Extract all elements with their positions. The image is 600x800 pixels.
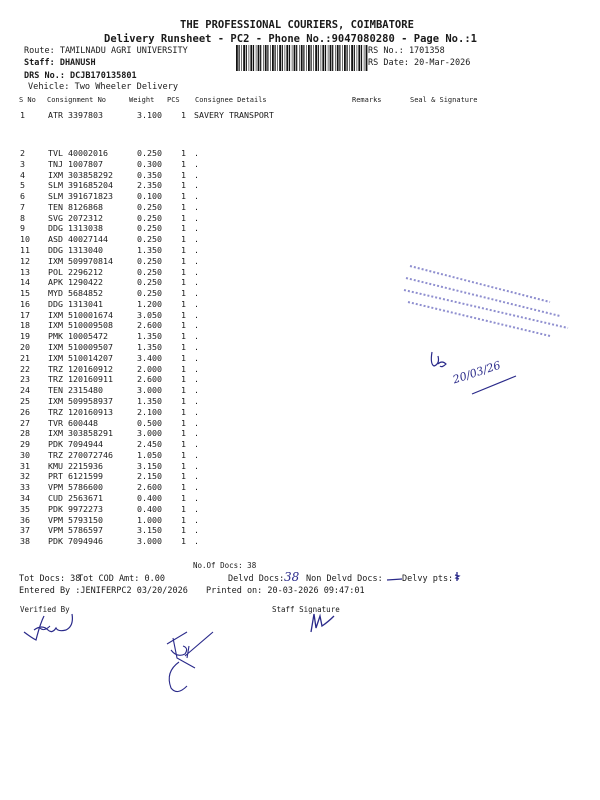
consignee-cell: . xyxy=(194,395,199,406)
consignment-cell: SLM 391685204 xyxy=(48,180,113,191)
pcs-cell: 1 xyxy=(181,212,186,223)
consignment-cell: CUD 2563671 xyxy=(48,492,103,503)
consignment-cell: IXM 510001674 xyxy=(48,309,113,320)
consignment-cell: TRZ 120160912 xyxy=(48,363,113,374)
consignee-cell: . xyxy=(194,277,199,288)
consignee-cell: . xyxy=(194,148,199,158)
weight-cell: 2.000 xyxy=(137,363,162,374)
pcs-cell: 1 xyxy=(181,266,186,277)
barcode-bar xyxy=(296,45,297,71)
barcode-bar xyxy=(249,45,250,71)
barcode-bar xyxy=(306,45,307,71)
drs-number: DRS No.: DCJB170135801 xyxy=(24,71,137,81)
sno-cell: 38 xyxy=(20,536,30,547)
consignee-cell: . xyxy=(194,352,199,363)
sno-cell: 17 xyxy=(20,309,30,320)
sno-cell: 3 xyxy=(20,158,25,169)
date-underline-icon xyxy=(470,374,520,396)
barcode-bar xyxy=(267,45,268,71)
barcode-bar xyxy=(322,45,324,71)
consignee-cell: . xyxy=(194,482,199,493)
sno-cell: 35 xyxy=(20,503,30,514)
pcs-cell: 1 xyxy=(181,201,186,212)
consignee-cell: . xyxy=(194,406,199,417)
pcs-cell: 1 xyxy=(181,245,186,256)
barcode-bar xyxy=(250,45,252,71)
consignment-cell: TEN 2315480 xyxy=(48,385,103,396)
consignment-cell: TRZ 270072746 xyxy=(48,449,113,460)
weight-cell: 0.250 xyxy=(137,288,162,299)
sno-cell: 4 xyxy=(20,169,25,180)
sno-cell: 28 xyxy=(20,428,30,439)
barcode-bar xyxy=(349,45,350,71)
consignee-cell: . xyxy=(194,169,199,180)
consignee-cell: . xyxy=(194,234,199,245)
pcs-cell: 1 xyxy=(181,536,186,547)
pcs-cell: 1 xyxy=(181,374,186,385)
sno-cell: 2 xyxy=(20,148,25,158)
weight-cell: 0.100 xyxy=(137,191,162,202)
pcs-cell: 1 xyxy=(181,191,186,202)
barcode-bar xyxy=(328,45,329,71)
barcode-bar xyxy=(285,45,286,71)
weight-cell: 1.350 xyxy=(137,395,162,406)
weight-cell: 2.100 xyxy=(137,406,162,417)
consignee-cell: . xyxy=(194,514,199,525)
weight-cell: 3.000 xyxy=(137,385,162,396)
consignment-cell: ATR 3397803 xyxy=(48,110,103,120)
barcode-bar xyxy=(332,45,333,71)
weight-cell: 1.350 xyxy=(137,245,162,256)
consignment-cell: KMU 2215936 xyxy=(48,460,103,471)
barcode-bar xyxy=(279,45,281,71)
delvd-docs-label: Delvd Docs: xyxy=(228,574,285,584)
barcode-bar xyxy=(344,45,346,71)
barcode-bar xyxy=(330,45,332,71)
consignee-cell: . xyxy=(194,288,199,299)
col-sno: S No xyxy=(19,96,36,104)
sno-cell: 13 xyxy=(20,266,30,277)
pen-mark xyxy=(454,572,460,582)
barcode-bar xyxy=(347,45,348,71)
consignment-cell: APK 1290422 xyxy=(48,277,103,288)
weight-cell: 3.100 xyxy=(137,110,162,120)
weight-cell: 2.350 xyxy=(137,180,162,191)
consignment-cell: IXM 510009507 xyxy=(48,342,113,353)
sno-cell: 15 xyxy=(20,288,30,299)
staff-signature-label: Staff Signature xyxy=(272,605,340,614)
sno-cell: 24 xyxy=(20,385,30,396)
barcode-bar xyxy=(246,45,247,71)
weight-cell: 0.250 xyxy=(137,201,162,212)
barcode-bar xyxy=(361,45,362,71)
pcs-cell: 1 xyxy=(181,385,186,396)
sno-cell: 7 xyxy=(20,201,25,212)
consignee-cell: . xyxy=(194,320,199,331)
pcs-cell: 1 xyxy=(181,234,186,245)
weight-cell: 3.400 xyxy=(137,352,162,363)
barcode-bar xyxy=(299,45,300,71)
consignment-cell: IXM 303858292 xyxy=(48,169,113,180)
rs-number: RS No.: 1701358 xyxy=(368,46,445,56)
consignment-cell: VPM 5786600 xyxy=(48,482,103,493)
col-consignment: Consignment No xyxy=(47,96,107,104)
weight-cell: 1.350 xyxy=(137,342,162,353)
vehicle-text: Vehicle: Two Wheeler Delivery xyxy=(28,82,179,92)
barcode-bar xyxy=(315,45,317,71)
barcode-bar xyxy=(335,45,336,71)
sno-cell: 20 xyxy=(20,342,30,353)
barcode-bar xyxy=(337,45,339,71)
weight-cell: 0.250 xyxy=(137,266,162,277)
pcs-cell: 1 xyxy=(181,148,186,158)
barcode-bar xyxy=(263,45,264,71)
sno-cell: 1 xyxy=(20,110,25,120)
no-of-docs: No.Of Docs: 38 xyxy=(193,561,257,570)
weight-cell: 0.250 xyxy=(137,148,162,158)
weight-cell: 0.250 xyxy=(137,212,162,223)
consignment-cell: IXM 510009508 xyxy=(48,320,113,331)
sno-cell: 19 xyxy=(20,331,30,342)
barcode-bar xyxy=(364,45,365,71)
consignment-cell: PRT 6121599 xyxy=(48,471,103,482)
barcode-bar xyxy=(303,45,304,71)
sno-cell: 6 xyxy=(20,191,25,202)
weight-cell: 2.600 xyxy=(137,482,162,493)
sno-cell: 26 xyxy=(20,406,30,417)
pcs-cell: 1 xyxy=(181,363,186,374)
consignment-cell: PMK 10005472 xyxy=(48,331,108,342)
consignment-cell: ASD 40027144 xyxy=(48,234,108,245)
verifier-signature-icon xyxy=(22,610,82,642)
sno-cell: 34 xyxy=(20,492,30,503)
pcs-cell: 1 xyxy=(181,471,186,482)
company-title: THE PROFESSIONAL COURIERS, COIMBATORE xyxy=(180,19,414,31)
weight-cell: 0.250 xyxy=(137,277,162,288)
consignee-cell: . xyxy=(194,342,199,353)
sno-cell: 12 xyxy=(20,255,30,266)
sno-cell: 23 xyxy=(20,374,30,385)
barcode-bar xyxy=(277,45,278,71)
consignment-cell: PDK 7094944 xyxy=(48,439,103,450)
pcs-cell: 1 xyxy=(181,525,186,536)
consignee-cell: . xyxy=(194,417,199,428)
tot-docs: Tot Docs: 38 xyxy=(19,574,81,584)
weight-cell: 0.300 xyxy=(137,158,162,169)
barcode-bar xyxy=(339,45,340,71)
weight-cell: 2.600 xyxy=(137,374,162,385)
consignment-cell: VPM 5786597 xyxy=(48,525,103,536)
barcode-bar xyxy=(258,45,260,71)
col-consignee: Consignee Details xyxy=(195,96,267,104)
sno-cell: 18 xyxy=(20,320,30,331)
weight-cell: 2.450 xyxy=(137,439,162,450)
sno-cell: 36 xyxy=(20,514,30,525)
col-seal-signature: Seal & Signature xyxy=(410,96,478,104)
sno-cell: 16 xyxy=(20,298,30,309)
barcode-bar xyxy=(357,45,358,71)
consignee-cell: . xyxy=(194,331,199,342)
sno-cell: 5 xyxy=(20,180,25,191)
barcode-bar xyxy=(354,45,355,71)
weight-cell: 1.050 xyxy=(137,449,162,460)
entered-by: Entered By :JENIFERPC2 03/20/2026 xyxy=(19,586,188,596)
weight-cell: 0.250 xyxy=(137,223,162,234)
consignee-cell: . xyxy=(194,158,199,169)
pcs-cell: 1 xyxy=(181,298,186,309)
sno-cell: 10 xyxy=(20,234,30,245)
sno-cell: 33 xyxy=(20,482,30,493)
pcs-cell: 1 xyxy=(181,503,186,514)
barcode-bar xyxy=(260,45,261,71)
handwritten-date: 20/03/26 xyxy=(451,358,503,387)
sno-cell: 29 xyxy=(20,439,30,450)
consignment-cell: TRZ 120160913 xyxy=(48,406,113,417)
barcode-bar xyxy=(301,45,303,71)
pcs-cell: 1 xyxy=(181,406,186,417)
weight-cell: 0.250 xyxy=(137,255,162,266)
weight-cell: 2.150 xyxy=(137,471,162,482)
company-stamp-icon xyxy=(400,258,590,338)
consignee-cell: . xyxy=(194,255,199,266)
barcode-bar xyxy=(272,45,274,71)
route-text: Route: TAMILNADU AGRI UNIVERSITY xyxy=(24,46,188,56)
col-remarks: Remarks xyxy=(352,96,382,104)
weight-cell: 0.500 xyxy=(137,417,162,428)
consignee-cell: . xyxy=(194,525,199,536)
weight-cell: 1.200 xyxy=(137,298,162,309)
col-weight: Weight xyxy=(129,96,155,104)
pcs-cell: 1 xyxy=(181,417,186,428)
pcs-cell: 1 xyxy=(181,288,186,299)
weight-cell: 0.400 xyxy=(137,492,162,503)
barcode-bar xyxy=(313,45,314,71)
sno-cell: 31 xyxy=(20,460,30,471)
printed-on: Printed on: 20-03-2026 09:47:01 xyxy=(206,586,365,596)
pcs-cell: 1 xyxy=(181,395,186,406)
sno-cell: 22 xyxy=(20,363,30,374)
consignee-cell: . xyxy=(194,191,199,202)
pcs-cell: 1 xyxy=(181,342,186,353)
barcode-bar xyxy=(311,45,312,71)
weight-cell: 3.000 xyxy=(137,428,162,439)
consignment-cell: MYD 5684852 xyxy=(48,288,103,299)
barcode-bar xyxy=(243,45,245,71)
pcs-cell: 1 xyxy=(181,110,186,120)
consignee-cell: . xyxy=(194,266,199,277)
staff-text: Staff: DHANUSH xyxy=(24,58,96,68)
consignment-cell: IXM 509958937 xyxy=(48,395,113,406)
barcode xyxy=(236,45,366,71)
barcode-bar xyxy=(308,45,310,71)
non-delvd-docs-label: Non Delvd Docs: xyxy=(306,574,383,584)
runsheet-subtitle: Delivery Runsheet - PC2 - Phone No.:9047080280 - Page No.:1 xyxy=(104,33,477,45)
barcode-bar xyxy=(292,45,293,71)
sno-cell: 30 xyxy=(20,449,30,460)
pcs-cell: 1 xyxy=(181,309,186,320)
consignment-cell: IXM 509970814 xyxy=(48,255,113,266)
sno-cell: 21 xyxy=(20,352,30,363)
pcs-cell: 1 xyxy=(181,449,186,460)
sno-cell: 32 xyxy=(20,471,30,482)
barcode-bar xyxy=(321,45,322,71)
barcode-bar xyxy=(282,45,283,71)
barcode-bar xyxy=(342,45,343,71)
weight-cell: 3.150 xyxy=(137,525,162,536)
delvd-docs-handwritten: 38 xyxy=(284,570,300,584)
consignment-cell: SLM 391671823 xyxy=(48,191,113,202)
barcode-bar xyxy=(265,45,267,71)
weight-cell: 1.350 xyxy=(137,331,162,342)
barcode-bar xyxy=(236,45,238,71)
initials-icon xyxy=(428,350,448,372)
sno-cell: 37 xyxy=(20,525,30,536)
pcs-cell: 1 xyxy=(181,514,186,525)
pcs-cell: 1 xyxy=(181,277,186,288)
dash-mark xyxy=(387,578,403,582)
delvy-pts-label: Delvy pts: xyxy=(402,574,454,584)
weight-cell: 3.150 xyxy=(137,460,162,471)
barcode-bar xyxy=(351,45,353,71)
consignment-cell: VPM 5793150 xyxy=(48,514,103,525)
consignment-cell: DDG 1313041 xyxy=(48,298,103,309)
pcs-cell: 1 xyxy=(181,428,186,439)
barcode-bar xyxy=(325,45,326,71)
consignment-cell: TVL 40002016 xyxy=(48,148,108,158)
weight-cell: 2.600 xyxy=(137,320,162,331)
sno-cell: 11 xyxy=(20,245,30,256)
weight-cell: 0.350 xyxy=(137,169,162,180)
consignment-cell: DDG 1313040 xyxy=(48,245,103,256)
consignment-cell: TVR 600448 xyxy=(48,417,98,428)
consignee-cell: . xyxy=(194,492,199,503)
consignee-cell: . xyxy=(194,471,199,482)
sno-cell: 14 xyxy=(20,277,30,288)
consignee-cell: . xyxy=(194,363,199,374)
consignee-cell: . xyxy=(194,503,199,514)
rs-date: RS Date: 20-Mar-2026 xyxy=(368,58,471,68)
staff-signature-icon xyxy=(308,610,338,634)
verified-by-label: Verified By xyxy=(20,605,70,614)
consignee-cell: . xyxy=(194,460,199,471)
consignee-cell: . xyxy=(194,298,199,309)
weight-cell: 3.000 xyxy=(137,536,162,547)
barcode-bar xyxy=(239,45,240,71)
sno-cell: 8 xyxy=(20,212,25,223)
consignment-cell: POL 2296212 xyxy=(48,266,103,277)
barcode-bar xyxy=(275,45,276,71)
pcs-cell: 1 xyxy=(181,320,186,331)
barcode-bar xyxy=(358,45,360,71)
pcs-cell: 1 xyxy=(181,331,186,342)
sno-cell: 25 xyxy=(20,395,30,406)
pcs-cell: 1 xyxy=(181,492,186,503)
consignment-cell: PDK 9972273 xyxy=(48,503,103,514)
consignee-cell: . xyxy=(194,309,199,320)
barcode-bar xyxy=(256,45,257,71)
consignment-cell: SVG 2072312 xyxy=(48,212,103,223)
barcode-bar xyxy=(289,45,290,71)
consignment-cell: TNJ 1007807 xyxy=(48,158,103,169)
consignee-cell: . xyxy=(194,245,199,256)
weight-cell: 1.000 xyxy=(137,514,162,525)
barcode-bar xyxy=(241,45,242,71)
pcs-cell: 1 xyxy=(181,255,186,266)
consignment-cell: TRZ 120160911 xyxy=(48,374,113,385)
consignment-cell: DDG 1313038 xyxy=(48,223,103,234)
pcs-cell: 1 xyxy=(181,158,186,169)
sno-cell: 9 xyxy=(20,223,25,234)
consignee-cell: . xyxy=(194,449,199,460)
consignee-cell: . xyxy=(194,536,199,547)
col-pcs: PCS xyxy=(167,96,180,104)
consignment-cell: PDK 7094946 xyxy=(48,536,103,547)
barcode-bar xyxy=(270,45,271,71)
consignee-cell: . xyxy=(194,212,199,223)
pcs-cell: 1 xyxy=(181,460,186,471)
pcs-cell: 1 xyxy=(181,169,186,180)
barcode-bar xyxy=(318,45,319,71)
pcs-cell: 1 xyxy=(181,482,186,493)
pcs-cell: 1 xyxy=(181,439,186,450)
barcode-bar xyxy=(253,45,254,71)
barcode-bar xyxy=(286,45,288,71)
consignee-cell: . xyxy=(194,439,199,450)
tot-cod-amount: Tot COD Amt: 0.00 xyxy=(78,574,165,584)
sno-cell: 27 xyxy=(20,417,30,428)
consignment-cell: TEN 8126868 xyxy=(48,201,103,212)
consignee-cell: . xyxy=(194,428,199,439)
weight-cell: 3.050 xyxy=(137,309,162,320)
consignee-cell: . xyxy=(194,223,199,234)
consignee-cell: SAVERY TRANSPORT xyxy=(194,110,274,120)
receiver-signature-icon xyxy=(165,628,217,698)
consignee-cell: . xyxy=(194,201,199,212)
pcs-cell: 1 xyxy=(181,180,186,191)
weight-cell: 0.400 xyxy=(137,503,162,514)
weight-cell: 0.250 xyxy=(137,234,162,245)
consignment-cell: IXM 510014207 xyxy=(48,352,113,363)
pcs-cell: 1 xyxy=(181,352,186,363)
consignee-cell: . xyxy=(194,374,199,385)
pcs-cell: 1 xyxy=(181,223,186,234)
consignment-cell: IXM 303858291 xyxy=(48,428,113,439)
consignee-cell: . xyxy=(194,385,199,396)
consignee-cell: . xyxy=(194,180,199,191)
barcode-bar xyxy=(294,45,296,71)
